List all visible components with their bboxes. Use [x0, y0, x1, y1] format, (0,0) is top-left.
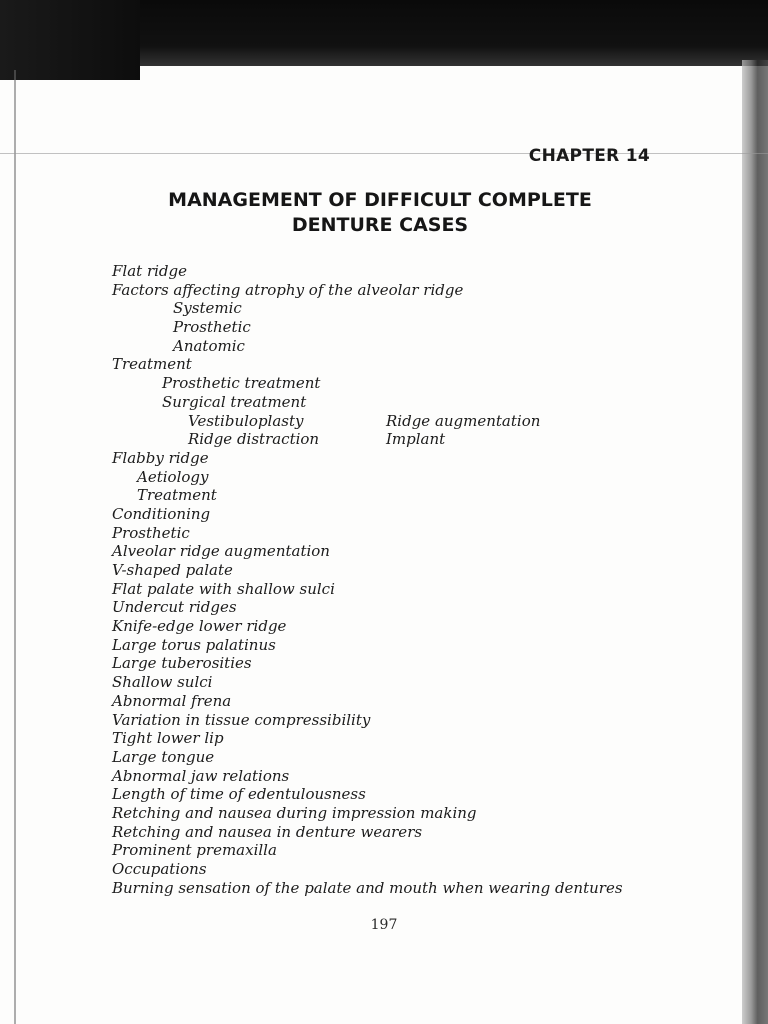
outline-item — [0, 654, 740, 673]
outline-item-text: Undercut ridges — [112, 598, 237, 617]
outline-item — [0, 412, 740, 431]
outline-item-text: Occupations — [112, 860, 207, 878]
outline-item-text: Surgical treatment — [162, 392, 307, 411]
outline-item — [0, 879, 740, 898]
outline-item — [0, 393, 740, 412]
outline-item-text: V-shaped palate — [112, 561, 233, 579]
outline-item-text: Conditioning — [112, 504, 211, 523]
outline-item-text-secondary: Ridge augmentation — [386, 411, 541, 430]
outline-item-text: Large tuberosities — [112, 654, 252, 673]
outline-item-text: Abnormal jaw relations — [112, 766, 290, 785]
outline-item-text: Retching and nausea in denture wearers — [112, 822, 423, 841]
outline-item-text: Anatomic — [173, 336, 245, 355]
outline-item-text: Large tongue — [112, 747, 215, 766]
outline-item — [0, 355, 740, 374]
outline-item — [0, 542, 740, 561]
outline-item — [0, 580, 740, 599]
outline-item — [0, 430, 740, 449]
outline-item-text: Treatment — [137, 486, 217, 505]
outline-item — [0, 711, 740, 730]
outline-item-text: Burning sensation of the palate and mouth when wearing dentures — [112, 878, 623, 897]
outline-item — [0, 598, 740, 617]
outline-item-text: Shallow sulci — [112, 673, 213, 692]
outline-item-text: Retching and nausea during impression making — [112, 803, 477, 822]
outline-item — [0, 262, 740, 281]
outline-item-text: Prominent premaxilla — [112, 841, 277, 860]
topic-outline — [0, 262, 740, 897]
chapter-label: CHAPTER 14 — [528, 146, 650, 166]
outline-item-text: Factors affecting atrophy of the alveolar ridge — [112, 280, 464, 299]
outline-item — [0, 823, 740, 842]
outline-item — [0, 804, 740, 823]
outline-item — [0, 673, 740, 692]
outline-item — [0, 449, 740, 468]
outline-item-text: Knife-edge lower ridge — [112, 617, 287, 636]
outline-item — [0, 617, 740, 636]
outline-item — [0, 486, 740, 505]
outline-item-text: Treatment — [112, 355, 192, 374]
chapter-title-line-2: DENTURE CASES — [291, 214, 469, 236]
outline-item-text: Flat palate with shallow sulci — [112, 579, 335, 598]
outline-item — [0, 281, 740, 300]
outline-item — [0, 729, 740, 748]
outline-item-text-secondary: Implant — [386, 430, 446, 449]
outline-item — [0, 785, 740, 804]
page-number: 197 — [370, 917, 398, 933]
outline-item — [0, 636, 740, 655]
outline-item — [0, 374, 740, 393]
outline-item-text: Length of time of edentulousness — [112, 785, 366, 804]
outline-item-text: Ridge distraction — [188, 430, 320, 449]
chapter-title-line-1: MANAGEMENT OF DIFFICULT COMPLETE — [168, 189, 592, 211]
outline-item — [0, 524, 740, 543]
outline-item-text: Alveolar ridge augmentation — [112, 542, 330, 561]
outline-item — [0, 841, 740, 860]
outline-item — [0, 860, 740, 879]
outline-item — [0, 299, 740, 318]
scan-shadow-corner — [0, 0, 140, 80]
outline-item-text: Variation in tissue compressibility — [112, 710, 371, 729]
chapter-title — [120, 188, 640, 238]
outline-item — [0, 767, 740, 786]
outline-item-text: Tight lower lip — [112, 729, 224, 748]
outline-item-text: Prosthetic — [112, 523, 190, 542]
outline-item — [0, 748, 740, 767]
outline-item — [0, 561, 740, 580]
outline-item-text: Flat ridge — [112, 262, 187, 280]
outline-item-text: Prosthetic treatment — [162, 374, 321, 393]
outline-item — [0, 337, 740, 356]
scan-edge-right — [742, 60, 768, 1024]
outline-item — [0, 318, 740, 337]
outline-item-text: Prosthetic — [173, 318, 251, 337]
outline-item-text: Flabby ridge — [112, 448, 209, 467]
outline-item — [0, 505, 740, 524]
outline-item — [0, 468, 740, 487]
scan-artifact-line — [0, 153, 768, 154]
outline-item-text: Systemic — [173, 299, 242, 318]
outline-item-text: Vestibuloplasty — [188, 411, 304, 430]
outline-item-text: Large torus palatinus — [112, 635, 276, 654]
outline-item-text: Aetiology — [137, 467, 209, 486]
outline-item — [0, 692, 740, 711]
outline-item-text: Abnormal frena — [112, 691, 232, 710]
